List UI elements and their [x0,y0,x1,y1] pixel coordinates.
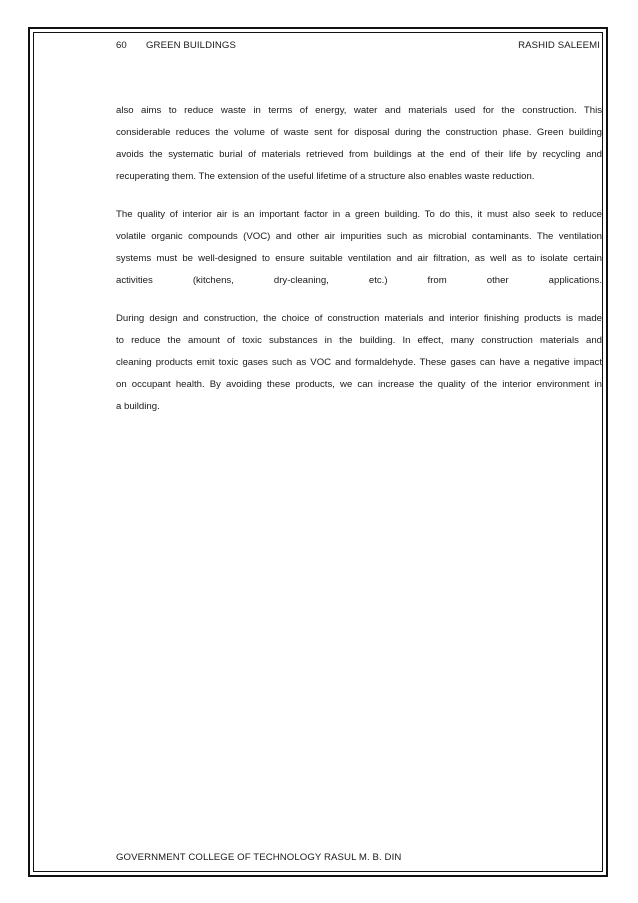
paragraph-waste [116,100,602,188]
text-line: The quality of interior air is an important factor in a green building. To do this, it must also seek to reduce [116,209,602,220]
text-line: avoids the systematic burial of materials retrieved from buildings at the end of their life by recycling and [116,149,602,160]
text-line: cleaning products emit toxic gases such as VOC and formaldehyde. These gases can have a negative impact [116,357,602,368]
text-line: on occupant health. By avoiding these products, we can increase the quality of the interior environment in [116,379,602,390]
text-line: volatile organic compounds (VOC) and other air impurities such as microbial contaminants. The ventilation [116,231,602,242]
text-line: systems must be well-designed to ensure suitable ventilation and air filtration, as well as to isolate certain [116,253,602,264]
text-line: activities (kitchens, dry-cleaning, etc.) from other applications. [116,275,602,286]
page-header [116,40,600,54]
text-line: considerable reduces the volume of waste sent for disposal during the construction phase. Green building [116,127,602,138]
text-line: During design and construction, the choice of construction materials and interior finishing products is made [116,313,602,324]
body-text [116,100,602,434]
text-line: to reduce the amount of toxic substances in the building. In effect, many construction materials and [116,335,602,346]
text-line: also aims to reduce waste in terms of energy, water and materials used for the construction. This [116,105,602,116]
text-line: recuperating them. The extension of the useful lifetime of a structure also enables waste reduction. [116,171,535,182]
paragraph-interior-air [116,204,602,292]
paragraph-materials [116,308,602,418]
page-footer: GOVERNMENT COLLEGE OF TECHNOLOGY RASUL M. B. DIN [116,852,402,863]
running-title: GREEN BUILDINGS [146,40,236,51]
text-line: a building. [116,401,160,412]
author-name: RASHID SALEEMI [518,40,600,51]
page-number: 60 [116,40,127,51]
